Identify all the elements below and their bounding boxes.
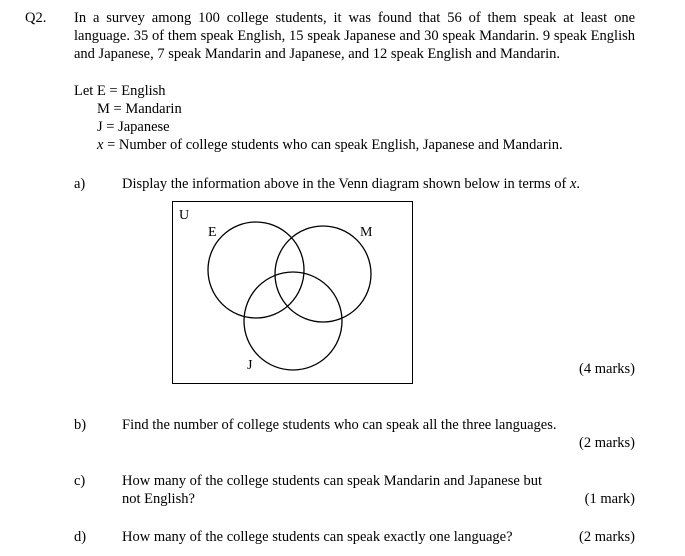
part-d-label: d) bbox=[74, 529, 87, 545]
question-stem: In a survey among 100 college students, it was found that 56 of them speak at least one language. 35 of them speak English, 15 speak Japanese and 30 speak Mandarin. 9 speak English and Japanese, 7 speak Mandarin and Japanese, and 12 speak English and Mandarin. bbox=[74, 10, 635, 62]
set-e-label: E bbox=[208, 225, 217, 240]
question-number: Q2. bbox=[25, 10, 47, 26]
venn-svg bbox=[173, 202, 414, 385]
set-m-label: M bbox=[360, 225, 373, 240]
part-d-text: How many of the college students can speak exactly one language? bbox=[122, 529, 513, 545]
part-a-var: x bbox=[569, 176, 577, 192]
variable-definitions bbox=[74, 82, 563, 154]
part-a-text: Display the information above in the Venn diagram shown below in terms of x. bbox=[122, 176, 580, 192]
circle-english bbox=[208, 222, 304, 318]
circle-japanese bbox=[244, 272, 342, 370]
x-definition: = Number of college students who can speak English, Japanese and Mandarin. bbox=[103, 137, 563, 153]
part-a-marks: (4 marks) bbox=[579, 361, 635, 377]
def-mandarin: M = Mandarin bbox=[97, 101, 182, 117]
part-c-text: How many of the college students can speak Mandarin and Japanese but not English? bbox=[122, 473, 542, 507]
def-japanese: J = Japanese bbox=[97, 119, 170, 135]
def-english: Let E = English bbox=[74, 83, 166, 99]
part-b-text: Find the number of college students who can speak all the three languages. bbox=[122, 417, 557, 433]
part-c-marks: (1 mark) bbox=[584, 491, 635, 507]
venn-diagram bbox=[172, 201, 413, 384]
part-d-marks: (2 marks) bbox=[579, 529, 635, 545]
part-b-label: b) bbox=[74, 417, 87, 433]
set-j-label: J bbox=[247, 358, 253, 373]
universe-label: U bbox=[179, 208, 190, 223]
def-x bbox=[74, 136, 563, 154]
part-c-label: c) bbox=[74, 473, 86, 489]
part-b-marks: (2 marks) bbox=[579, 435, 635, 451]
part-a-label: a) bbox=[74, 176, 86, 192]
circle-mandarin bbox=[275, 226, 371, 322]
x-variable: x bbox=[97, 137, 104, 153]
